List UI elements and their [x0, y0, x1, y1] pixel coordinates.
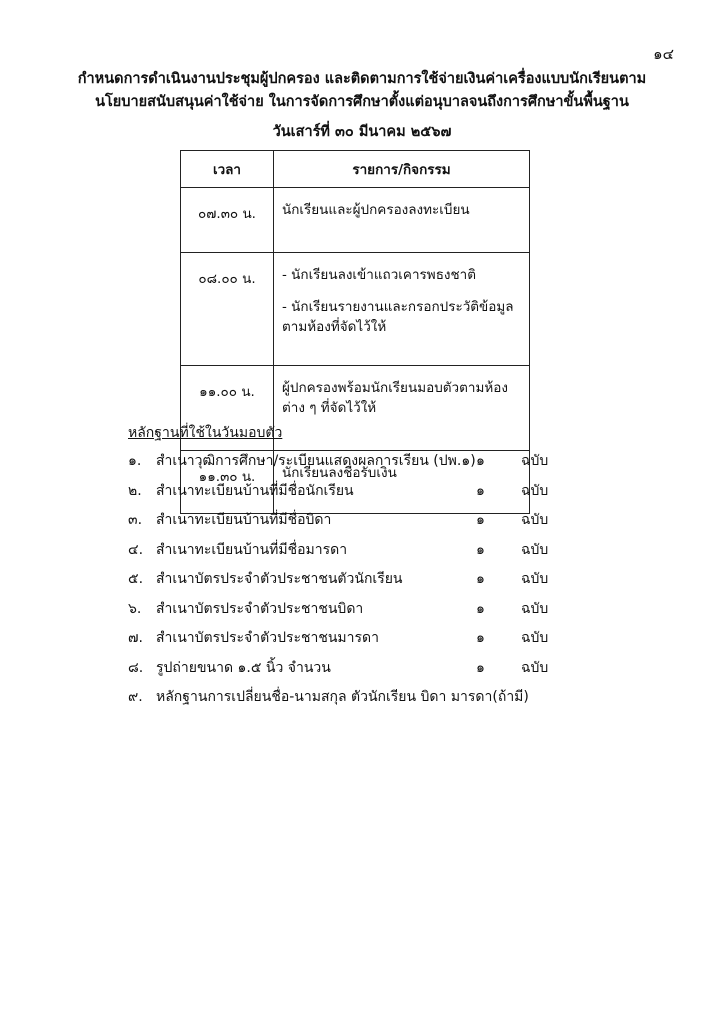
item-quantity: ๑ — [476, 482, 485, 499]
evidence-heading: หลักฐานที่ใช้ในวันมอบตัว — [128, 425, 283, 441]
list-item — [128, 598, 568, 628]
activity-item: นักเรียนและผู้ปกครองลงทะเบียน — [282, 202, 470, 218]
time-cell: ๑๑.๓๐ น. — [181, 451, 274, 514]
list-item — [128, 480, 568, 510]
title-line-1: กำหนดการดำเนินงานประชุมผู้ปกครอง และติดตามการใช้จ่ายเงินค่าเครื่องแบบนักเรียนตาม — [77, 71, 647, 87]
item-unit: ฉบับ — [521, 571, 549, 587]
list-item — [128, 627, 568, 657]
item-text: สำเนาบัตรประจำตัวประชาชนบิดา — [156, 600, 364, 617]
list-item — [128, 450, 568, 480]
item-number: ๓. — [128, 512, 143, 528]
table-row — [181, 188, 530, 253]
page-number: ๑๔ — [653, 45, 674, 63]
activity-cell — [274, 366, 530, 451]
item-number: ๕. — [128, 571, 144, 587]
item-text: สำเนาวุฒิการศึกษา/ระเบียนแสดงผลการเรียน (ปพ.๑) — [156, 453, 476, 469]
item-quantity: ๑ — [476, 512, 485, 528]
item-quantity: ๑ — [476, 659, 485, 676]
item-number: ๑. — [128, 453, 142, 469]
item-unit: ฉบับ — [521, 453, 549, 469]
item-quantity: ๑ — [476, 571, 485, 587]
item-text: สำเนาทะเบียนบ้านที่มีชื่อมารดา — [156, 541, 348, 558]
item-number: ๘. — [128, 659, 144, 676]
item-number: ๔. — [128, 541, 144, 558]
item-text: สำเนาทะเบียนบ้านที่มีชื่อบิดา — [156, 512, 332, 528]
item-unit: ฉบับ — [521, 630, 549, 646]
item-number: ๒. — [128, 482, 142, 499]
title-line-2: นโยบายสนับสนุนค่าใช้จ่าย ในการจัดการศึกษาตั้งแต่อนุบาลจนถึงการศึกษาขั้นพื้นฐาน — [95, 94, 629, 110]
item-quantity: ๑ — [476, 600, 485, 617]
time-cell: ๐๘.๐๐ น. — [181, 253, 274, 366]
list-item — [128, 657, 568, 687]
item-quantity: ๑ — [476, 630, 485, 646]
item-text: สำเนาทะเบียนบ้านที่มีชื่อนักเรียน — [156, 482, 354, 499]
item-unit: ฉบับ — [521, 512, 549, 528]
item-unit: ฉบับ — [521, 659, 549, 676]
item-text: รูปถ่ายขนาด ๑.๕ นิ้ว จำนวน — [156, 659, 331, 676]
item-text: สำเนาบัตรประจำตัวประชาชนมารดา — [156, 630, 379, 646]
item-number: ๙. — [128, 689, 143, 705]
item-number: ๖. — [128, 600, 142, 617]
item-text: หลักฐานการเปลี่ยนชื่อ-นามสกุล ตัวนักเรียน บิดา มารดา(ถ้ามี) — [156, 689, 529, 705]
list-item — [128, 568, 568, 598]
item-quantity: ๑ — [476, 541, 485, 558]
time-cell: ๑๑.๐๐ น. — [181, 366, 274, 451]
schedule-header-row — [181, 151, 530, 188]
activity-item: - นักเรียนลงเข้าแถวเคารพธงชาติ — [282, 267, 477, 283]
activity-item: นักเรียนลงชื่อรับเงิน — [282, 465, 397, 481]
list-item — [128, 539, 568, 569]
activity-item: - นักเรียนรายงานและกรอกประวัติข้อมูลตามห้องที่จัดไว้ให้ — [282, 299, 514, 335]
list-item — [128, 509, 568, 539]
item-unit: ฉบับ — [521, 482, 549, 499]
activity-cell — [274, 253, 530, 366]
item-unit: ฉบับ — [521, 600, 549, 617]
list-item — [128, 686, 568, 716]
activity-cell — [274, 188, 530, 253]
evidence-list — [128, 450, 568, 716]
header-time: เวลา — [181, 151, 274, 188]
item-quantity: ๑ — [476, 453, 485, 469]
item-unit: ฉบับ — [521, 541, 549, 558]
item-number: ๗. — [128, 630, 143, 646]
activity-item: ผู้ปกครองพร้อมนักเรียนมอบตัวตามห้องต่าง ๆ ที่จัดไว้ให้ — [282, 380, 508, 416]
date-line: วันเสาร์ที่ ๓๐ มีนาคม ๒๕๖๗ — [272, 124, 452, 140]
table-row — [181, 253, 530, 366]
header-activity: รายการ/กิจกรรม — [274, 151, 530, 188]
time-cell: ๐๗.๓๐ น. — [181, 188, 274, 253]
item-text: สำเนาบัตรประจำตัวประชาชนตัวนักเรียน — [156, 571, 403, 587]
